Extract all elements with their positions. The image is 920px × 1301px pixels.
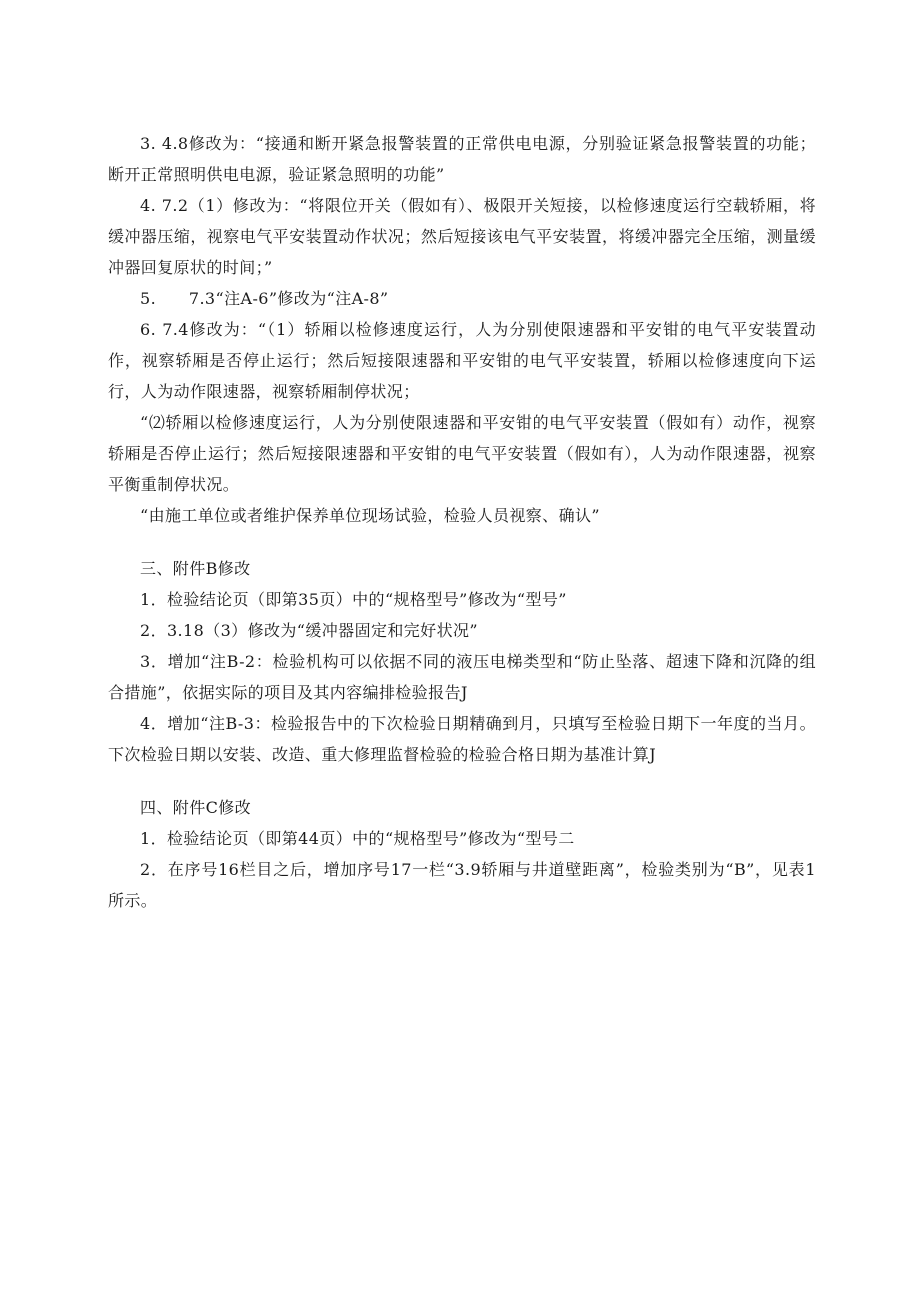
paragraph-item-5: 5. 7.3“注A-6”修改为“注A-8” [140,289,389,308]
document-body [108,128,816,916]
paragraph-item-3: 3. 4.8修改为：“接通和断开紧急报警装置的正常供电电源，分别验证紧急报警装置的功能；断开正常照明供电电源，验证紧急照明的功能” [108,134,816,184]
section-heading-appendix-c: 四、附件C修改 [140,798,252,817]
appendix-c-item-1: 1．检验结论页（即第44页）中的“规格型号”修改为“型号二 [140,829,575,848]
appendix-b-item-1: 1．检验结论页（即第35页）中的“规格型号”修改为“型号” [140,590,567,609]
appendix-c-item-2: 2．在序号16栏目之后，增加序号17一栏“3.9轿厢与井道壁距离”，检验类别为“B”，见表1所示。 [108,860,816,910]
section-spacer [108,770,816,792]
section-heading-appendix-b: 三、附件B修改 [140,559,251,578]
paragraph-item-4: 4. 7.2（1）修改为：“将限位开关（假如有）、极限开关短接，以检修速度运行空载轿厢，将缓冲器压缩，视察电气平安装置动作状况；然后短接该电气平安装置，将缓冲器完全压缩，测量缓冲器回复原状的时间；” [108,196,816,277]
appendix-b-item-2: 2．3.18（3）修改为“缓冲器固定和完好状况” [140,621,478,640]
appendix-b-item-3: 3．增加“注B-2：检验机构可以依据不同的液压电梯类型和“防止坠落、超速下降和沉降的组合措施”，依据实际的项目及其内容编排检验报告J [108,652,816,702]
section-spacer [108,531,816,553]
paragraph-item-6: 6. 7.4修改为：“（1）轿厢以检修速度运行，人为分别使限速器和平安钳的电气平安装置动作，视察轿厢是否停止运行；然后短接限速器和平安钳的电气平安装置，轿厢以检修速度向下运行，人为动作限速器，视察轿厢制停状况； [108,320,816,401]
paragraph-item-6-sub-2: “⑵轿厢以检修速度运行，人为分别使限速器和平安钳的电气平安装置（假如有）动作，视察轿厢是否停止运行；然后短接限速器和平安钳的电气平安装置（假如有），人为动作限速器，视察平衡重制停状况。 [108,413,816,494]
appendix-b-item-4: 4．增加“注B-3：检验报告中的下次检验日期精确到月，只填写至检验日期下一年度的当月。下次检验日期以安装、改造、重大修理监督检验的检验合格日期为基准计算J [108,714,816,764]
paragraph-item-6-note: “由施工单位或者维护保养单位现场试验，检验人员视察、确认” [140,506,600,525]
